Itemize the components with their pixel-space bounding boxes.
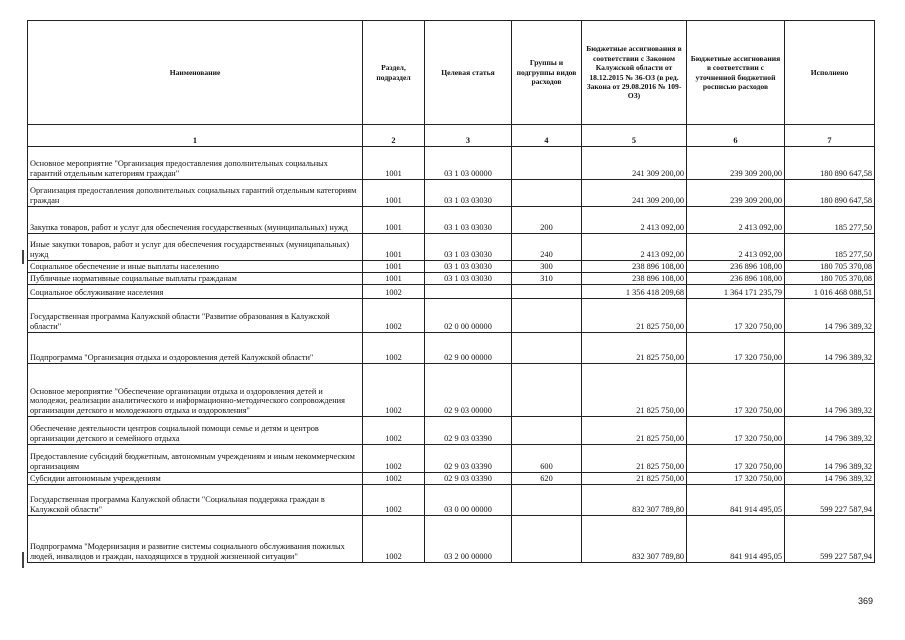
table-row (28, 516, 875, 563)
row-roster-allocation: 17 320 750,00 (687, 445, 785, 473)
row-name: Закупка товаров, работ и услуг для обеспечения государственных (муниципальных) нужд (28, 207, 363, 234)
row-roster-allocation: 17 320 750,00 (687, 364, 785, 417)
row-target-article: 02 9 03 03390 (425, 473, 512, 485)
column-number: 4 (512, 125, 582, 147)
row-target-article: 03 2 00 00000 (425, 516, 512, 563)
row-expense-group: 620 (512, 473, 582, 485)
row-law-allocation: 2 413 092,00 (582, 234, 687, 261)
row-target-article: 03 0 00 00000 (425, 485, 512, 516)
row-section: 1002 (363, 285, 425, 299)
row-target-article: 03 1 03 03030 (425, 180, 512, 207)
row-name: Подпрограмма "Модернизация и развитие системы социального обслуживания пожилых людей, инвалидов и граждан, находящихся в трудной жизненной ситуации" (28, 516, 363, 563)
table-row (28, 417, 875, 445)
row-expense-group: 240 (512, 234, 582, 261)
row-name: Обеспечение деятельности центров социальной помощи семье и детям и центров организации детского и семейного отдыха (28, 417, 363, 445)
row-name: Государственная программа Калужской области "Социальная поддержка граждан в Калужской области" (28, 485, 363, 516)
row-expense-group (512, 299, 582, 333)
row-section: 1001 (363, 273, 425, 285)
row-target-article: 03 1 03 03030 (425, 234, 512, 261)
row-law-allocation: 1 356 418 209,68 (582, 285, 687, 299)
column-number: 1 (28, 125, 363, 147)
table-row (28, 473, 875, 485)
row-section: 1002 (363, 417, 425, 445)
column-number-row (28, 125, 875, 147)
table-body (28, 147, 875, 563)
row-executed: 14 796 389,32 (785, 473, 875, 485)
table-row (28, 147, 875, 180)
row-executed: 185 277,50 (785, 207, 875, 234)
row-section: 1001 (363, 180, 425, 207)
row-law-allocation: 238 896 108,00 (582, 261, 687, 273)
row-executed: 599 227 587,94 (785, 516, 875, 563)
table-row (28, 445, 875, 473)
row-executed: 14 796 389,32 (785, 445, 875, 473)
row-roster-allocation: 239 309 200,00 (687, 180, 785, 207)
table-row (28, 285, 875, 299)
row-executed: 180 705 370,08 (785, 261, 875, 273)
row-expense-group (512, 147, 582, 180)
table-row (28, 207, 875, 234)
row-roster-allocation: 17 320 750,00 (687, 417, 785, 445)
table-row (28, 299, 875, 333)
row-executed: 1 016 468 088,51 (785, 285, 875, 299)
row-target-article: 03 1 03 00000 (425, 147, 512, 180)
header-group: Группы и подгруппы видов расходов (512, 21, 582, 125)
row-section: 1001 (363, 261, 425, 273)
row-roster-allocation: 17 320 750,00 (687, 299, 785, 333)
row-target-article: 02 9 00 00000 (425, 333, 512, 364)
row-name: Социальное обеспечение и иные выплаты населению (28, 261, 363, 273)
row-expense-group: 310 (512, 273, 582, 285)
row-roster-allocation: 239 309 200,00 (687, 147, 785, 180)
row-law-allocation: 2 413 092,00 (582, 207, 687, 234)
row-law-allocation: 832 307 789,80 (582, 485, 687, 516)
column-number: 7 (785, 125, 875, 147)
row-name: Субсидии автономным учреждениям (28, 473, 363, 485)
header-section: Раздел, подраздел (363, 21, 425, 125)
row-roster-allocation: 236 896 108,00 (687, 261, 785, 273)
row-section: 1002 (363, 485, 425, 516)
table-row (28, 180, 875, 207)
row-target-article (425, 285, 512, 299)
row-section: 1001 (363, 147, 425, 180)
row-roster-allocation: 236 896 108,00 (687, 273, 785, 285)
table-row (28, 333, 875, 364)
header-target: Целевая статья (425, 21, 512, 125)
row-target-article: 02 9 03 03390 (425, 445, 512, 473)
row-law-allocation: 21 825 750,00 (582, 417, 687, 445)
row-executed: 14 796 389,32 (785, 364, 875, 417)
row-name: Подпрограмма "Организация отдыха и оздоровления детей Калужской области" (28, 333, 363, 364)
row-law-allocation: 21 825 750,00 (582, 333, 687, 364)
row-section: 1002 (363, 473, 425, 485)
row-roster-allocation: 1 364 171 235,79 (687, 285, 785, 299)
row-roster-allocation: 2 413 092,00 (687, 207, 785, 234)
budget-table (27, 20, 875, 563)
row-section: 1002 (363, 445, 425, 473)
row-section: 1001 (363, 207, 425, 234)
row-name: Публичные нормативные социальные выплаты гражданам (28, 273, 363, 285)
header-name: Наименование (28, 21, 363, 125)
row-roster-allocation: 841 914 495,05 (687, 516, 785, 563)
row-law-allocation: 21 825 750,00 (582, 364, 687, 417)
row-law-allocation: 241 309 200,00 (582, 180, 687, 207)
row-executed: 599 227 587,94 (785, 485, 875, 516)
row-expense-group (512, 180, 582, 207)
table-row (28, 273, 875, 285)
row-executed: 14 796 389,32 (785, 333, 875, 364)
row-executed: 14 796 389,32 (785, 417, 875, 445)
row-target-article: 03 1 03 03030 (425, 207, 512, 234)
header-law: Бюджетные ассигнования в соответствии с Законом Калужской области от 18.12.2015 № 36-ОЗ (в ред. Закона от 29.08.2016 № 109-ОЗ) (582, 21, 687, 125)
row-roster-allocation: 2 413 092,00 (687, 234, 785, 261)
row-expense-group (512, 364, 582, 417)
row-name: Социальное обслуживание населения (28, 285, 363, 299)
row-target-article: 03 1 03 03030 (425, 273, 512, 285)
row-expense-group: 600 (512, 445, 582, 473)
row-expense-group (512, 516, 582, 563)
header-roster: Бюджетные ассигнования в соответствии с уточненной бюджетной росписью расходов (687, 21, 785, 125)
page-number: 369 (858, 596, 874, 606)
row-law-allocation: 832 307 789,80 (582, 516, 687, 563)
row-roster-allocation: 17 320 750,00 (687, 333, 785, 364)
row-section: 1002 (363, 333, 425, 364)
header-row (28, 21, 875, 125)
row-roster-allocation: 841 914 495,05 (687, 485, 785, 516)
row-law-allocation: 21 825 750,00 (582, 299, 687, 333)
table-row (28, 261, 875, 273)
row-section: 1001 (363, 234, 425, 261)
row-executed: 180 705 370,08 (785, 273, 875, 285)
header-executed: Исполнено (785, 21, 875, 125)
column-number: 5 (582, 125, 687, 147)
column-number: 2 (363, 125, 425, 147)
row-section: 1002 (363, 299, 425, 333)
row-executed: 185 277,50 (785, 234, 875, 261)
column-number: 6 (687, 125, 785, 147)
row-law-allocation: 238 896 108,00 (582, 273, 687, 285)
row-name: Предоставление субсидий бюджетным, автономным учреждениям и иным некоммерческим организациям (28, 445, 363, 473)
row-expense-group: 300 (512, 261, 582, 273)
row-target-article: 02 9 03 03390 (425, 417, 512, 445)
row-name: Иные закупки товаров, работ и услуг для обеспечения государственных (муниципальных) нужд (28, 234, 363, 261)
row-expense-group (512, 485, 582, 516)
table-row (28, 485, 875, 516)
column-number: 3 (425, 125, 512, 147)
row-name: Организация предоставления дополнительных социальных гарантий отдельным категориям граждан (28, 180, 363, 207)
margin-mark (22, 250, 24, 264)
margin-mark (22, 552, 24, 568)
row-law-allocation: 241 309 200,00 (582, 147, 687, 180)
row-expense-group (512, 285, 582, 299)
row-executed: 180 890 647,58 (785, 147, 875, 180)
row-roster-allocation: 17 320 750,00 (687, 473, 785, 485)
row-law-allocation: 21 825 750,00 (582, 473, 687, 485)
row-target-article: 02 0 00 00000 (425, 299, 512, 333)
row-target-article: 03 1 03 03030 (425, 261, 512, 273)
row-law-allocation: 21 825 750,00 (582, 445, 687, 473)
row-executed: 180 890 647,58 (785, 180, 875, 207)
table-row (28, 364, 875, 417)
row-expense-group (512, 417, 582, 445)
row-expense-group: 200 (512, 207, 582, 234)
row-section: 1002 (363, 364, 425, 417)
row-target-article: 02 9 03 00000 (425, 364, 512, 417)
table-row (28, 234, 875, 261)
row-expense-group (512, 333, 582, 364)
row-name: Основное мероприятие "Организация предоставления дополнительных социальных гарантий отдельным категориям граждан" (28, 147, 363, 180)
row-executed: 14 796 389,32 (785, 299, 875, 333)
row-name: Государственная программа Калужской области "Развитие образования в Калужской области" (28, 299, 363, 333)
row-section: 1002 (363, 516, 425, 563)
row-name: Основное мероприятие "Обеспечение организации отдыха и оздоровления детей и молодежи, реализации аналитического и информационно-методического сопровождения организации детского и молодежного отдыха и оздоровления" (28, 364, 363, 417)
